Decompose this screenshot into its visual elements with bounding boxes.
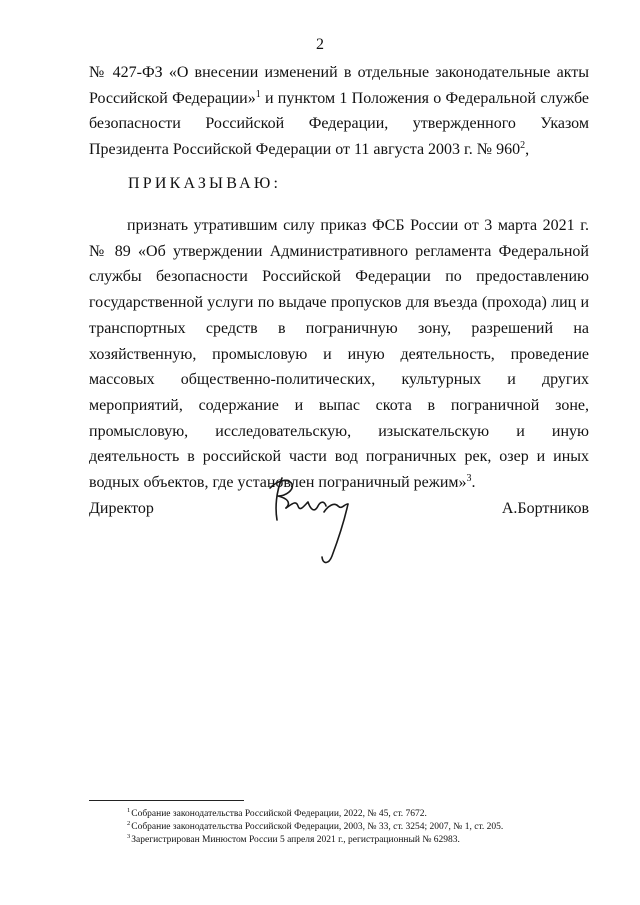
footnote-ref-1[interactable]: 1 <box>255 88 261 100</box>
footnote-1-mark: 1 <box>127 807 131 814</box>
preamble-text-c: , <box>525 141 530 159</box>
footnote-1-text: Собрание законодательства Российской Федерации, 2022, № 45, ст. 7672. <box>131 809 427 819</box>
footnote-2-text: Собрание законодательства Российской Федерации, 2003, № 33, ст. 3254; 2007, № 1, ст. 205. <box>131 822 504 832</box>
footnote-3-mark: 3 <box>127 833 131 840</box>
preamble-paragraph <box>89 60 589 163</box>
page-number: 2 <box>316 36 324 53</box>
footnote-ref-3[interactable]: 3 <box>466 473 472 485</box>
footnote-3 <box>127 834 597 847</box>
order-text: признать утратившим силу приказ ФСБ России от 3 марта 2021 г. № 89 «Об утверждении Административного регламента Федеральной службы безопасности Российской Федерации по предоставлению государственной услуги по выдаче пропусков для въезда (прохода) лиц и транспортных средств в пограничную зону, разрешений на хозяйственную, промысловую и иную деятельность, проведение массовых общественно-политических, культурных и других мероприятий, содержание и выпас скота в пограничной зоне, промысловую, исследовательскую, изыскательскую и иную деятельность в российской части вод пограничных рек, озер и иных водных объектов, где установлен пограничный режим» <box>89 217 589 492</box>
footnote-ref-2[interactable]: 2 <box>520 140 526 152</box>
footnote-3-text: Зарегистрирован Минюстом России 5 апреля 2021 г., регистрационный № 62983. <box>131 835 460 845</box>
signatory-title: Директор <box>89 500 154 517</box>
signatory-name: А.Бортников <box>501 500 589 517</box>
preamble-text-a: № 427-ФЗ «О внесении изменений в отдельные законодательные акты Российской Федерации» <box>89 64 589 107</box>
handwritten-signature <box>262 470 362 570</box>
order-text-end: . <box>471 474 476 492</box>
order-paragraph <box>89 213 589 496</box>
footnote-separator <box>89 800 244 801</box>
footnote-2-mark: 2 <box>127 820 131 827</box>
preamble-text-b: и пунктом 1 Положения о Федеральной службе безопасности Российской Федерации, утвержденного Указом Президента Российской Федерации от 11 августа 2003 г. № 960 <box>89 89 589 159</box>
footnote-1 <box>127 808 597 821</box>
order-heading: ПРИКАЗЫВАЮ: <box>128 175 282 192</box>
footnotes <box>127 808 597 847</box>
footnote-2 <box>127 821 597 834</box>
